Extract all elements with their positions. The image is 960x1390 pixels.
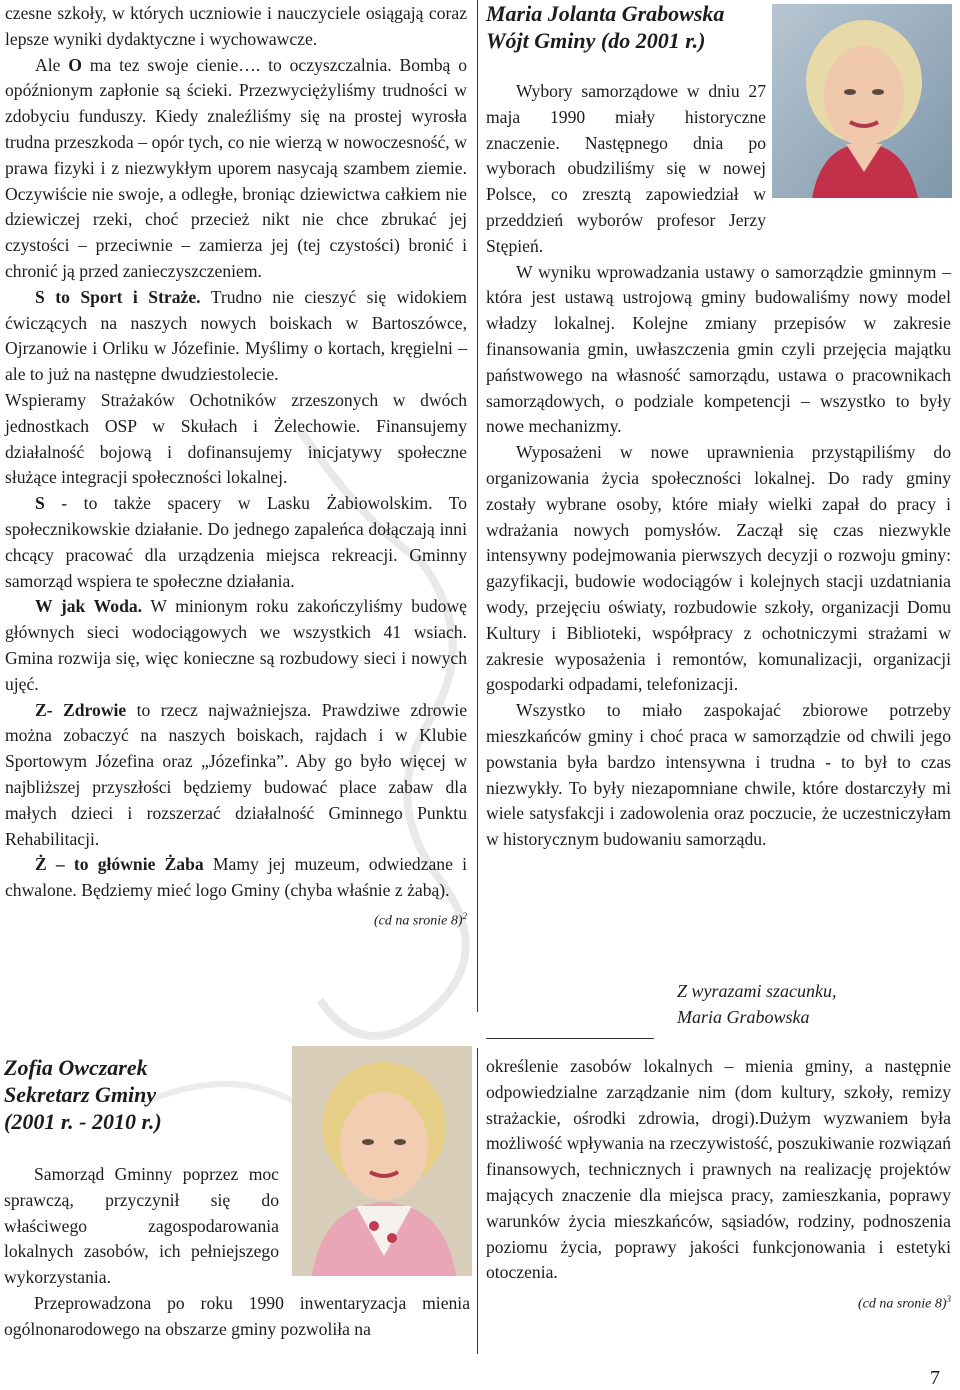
- author-years: (2001 r. - 2010 r.): [4, 1109, 162, 1134]
- continued-note-text: (cd na sronie 8): [857, 1296, 947, 1312]
- text: W minionym roku zakończyliśmy budowę głównych sieci wodociągowych we wszystkich 41 wsiach. Gmina rozwija się, więc konieczne są rozbudowy sieci i nowych ujęć.: [5, 596, 467, 694]
- text: to rzecz najważniejsza. Prawdziwe zdrowie można zobaczyć na naszych boiskach, rajdach i w Klubie Sportowym Józefina oraz „Józefinka”. Aby go było więcej w najbliższej przyszłości będziemy budować place zabaw dla małych dzieci i rozszerzać działalność Gminnego Punktu Rehabilitacji.: [5, 699, 468, 849]
- continued-note-2: [486, 1294, 951, 1313]
- right-column-top: [486, 79, 951, 853]
- text: czesne szkoły, w których uczniowie i nauczyciele osiągają coraz lepsze wyniki dydaktyczne i wychowawcze.: [5, 3, 467, 49]
- heading-z-health: Z- Zdrowie: [35, 699, 127, 720]
- heading-s-sport: S to Sport i Straże.: [35, 286, 201, 307]
- paragraph-powers: Wyposażeni w nowe uprawnienia przystąpiliśmy do organizowania życia społeczności lokalnej. Do rady gminy zostały wybrane osoby, które miały wielki zapał do pracy i wdrażania nowych pomysłów. Zaczął się czas niezwykle intensywny podejmowania pierwszych decyzji o rozwoju gminy: gazyfikacji, budowie wodociągów i kolejnych stacji uzdatniania wody, przejęciu oświaty, rozbudowie szkoły, organizacji Domu Kultury i Biblioteki, współpracy z ochotniczymi strażami w zakresie wyposażenia i remontów, komunalizacji, organizacji gospodarki odpadami, telefonizacji.: [486, 442, 951, 695]
- paragraph-owczarek-2: Przeprowadzona po roku 1990 inwentaryzacja mienia ogólnonarodowego na obszarze gminy pozwoliła na: [4, 1292, 470, 1339]
- paragraph-z-frog: [5, 852, 467, 929]
- paragraph-elections: Wybory samorządowe w dniu 27 maja 1990 miały historyczne znaczenie. Następnego dnia po wyborach obudziliśmy się w nowej Polsce, co zresztą zapowiedział w przeddzień wyborów profesor Jerzy Stępień.: [486, 81, 766, 256]
- continued-note: [344, 904, 467, 934]
- continued-note-text: (cd na sronie 8): [373, 913, 463, 929]
- text: Mamy jej muzeum, odwiedzane i chwalone. Będziemy mieć logo Gminy (chyba właśnie z żabą).: [5, 854, 467, 901]
- text: Ale: [35, 54, 69, 75]
- paragraph-firefighters: [5, 388, 467, 491]
- left-column-top: [5, 1, 467, 934]
- author-name: Maria Jolanta Grabowska: [486, 1, 725, 26]
- text: ma tez swoje cienie…. to oczyszczalnia. Bombą o opóźnionym zapłonie są ścieki. Przezwyciężyliśmy trudności w zdobyciu funduszy. Kiedy znaleźliśmy się na prostej wyrosła trudna przeszkoda – opór tych, co nie wierzą w nowoczesność, w prawa fizyki i z niezwykłym uporem nasycają szambem ziemie. Oczywiście nie swoje, a odległe, broniąc dziewictwa całkiem nie dziewiczej rzeki, choć przecież nikt nie chce zbrukać jej czystości – przeciwnie – zamierza jej (tej czystości) bronić i chronić ją przed zanieczyszczeniem.: [5, 54, 467, 281]
- byline-owczarek: [4, 1054, 264, 1135]
- paragraph-s-walks: [5, 491, 467, 594]
- continued-note-sup: 2: [462, 910, 467, 921]
- text: Trudno nie cieszyć się widokiem ćwiczących na naszych nowych boiskach w Bartoszówce, Ojrzanowie i Orliku w Józefinie. Myślimy o kortach, kręgielni – ale to już na następne dwudziestolecie.: [5, 286, 467, 385]
- bottom-right-column: [486, 1054, 951, 1313]
- paragraph-law: W wyniku wprowadzania ustawy o samorządzie gminnym – która jest ustawą ustrojową gminy budowaliśmy nowy model władzy lokalnej. Kolejne zmiany przepisów w zakresie finansowania gmin, uwłaszczenia gmin czyli przejęcia majątku państwowego na własność samorządu, ustawa o pracownikach samorządowych, o podziale kompetencji – wszystko to były nowe mechanizmy.: [486, 261, 951, 437]
- paragraph-owczarek-3: określenie zasobów lokalnych – mienia gminy, a następnie odpowiedzialne zarządzanie nim (dom kultury, szkoły, remizy strażackie, ośrodki zdrowia, drogi).Dużym wyzwaniem była możliwość wpływania na rzeczywistość, poszukiwanie rozwiązań finansowych, technicznych i prawnych na realizację projektów mających znaczenie dla miejsca pracy, zamieszkania, poprawy warunków życia mieszkańców, sąsiadów, rodziny, podnoszenia poziomu życia, poprawy jakości funkcjonowania i estetyki otoczenia.: [486, 1056, 951, 1283]
- section-divider: [486, 1038, 654, 1039]
- signature-grabowska: [677, 978, 837, 1030]
- paragraph-s-sport: [5, 285, 467, 388]
- text: - to także spacery w Lasku Żabiowolskim. To społecznikowskie działanie. Do jednego zapaleńca dołączają inni chcący pracować dla urządzenia miejsca rekreacji. Gminny samorząd wspiera te społeczne działania.: [5, 493, 467, 591]
- signature-greeting: Z wyrazami szacunku,: [677, 981, 837, 1001]
- letter-s: S: [35, 493, 45, 514]
- paragraph-schools: [5, 1, 467, 53]
- paragraph-needs: Wszystko to miało zaspokajać zbiorowe potrzeby mieszkańców gminy i choć praca w samorządzie od chwili jego powstania była bardzo intensywna i trudna - to był to czas niezwykły. To były niezapomniane chwile, które dostarczyły mi wiele satysfakcji i zadowolenia oraz poczucie, że uczestniczyłam w historycznym budowaniu samorządu.: [486, 700, 951, 850]
- text: Wspieramy Strażaków Ochotników zrzeszonych w dwóch jednostkach OSP w Skułach i Żelechowie. Finansujemy działalność bojową i dofinansujemy inicjatywy społeczne służące integracji społeczności lokalnej.: [5, 389, 467, 488]
- paragraph-o-sewage: [5, 53, 467, 285]
- column-divider-bottom: [477, 1048, 478, 1354]
- continued-note-sup: 3: [946, 1294, 951, 1305]
- heading-w-water: W jak Woda.: [35, 596, 143, 617]
- bottom-left-column: [4, 1162, 470, 1343]
- paragraph-z-health: [5, 698, 467, 853]
- byline-grabowska: [486, 0, 786, 54]
- page-number: 7: [930, 1367, 940, 1389]
- signature-name: Maria Grabowska: [677, 1007, 810, 1027]
- heading-z-frog: Ż – to głównie Żaba: [35, 854, 204, 875]
- column-divider-top: [477, 0, 478, 1012]
- author-role: Wójt Gminy (do 2001 r.): [486, 28, 706, 53]
- author-name: Zofia Owczarek: [4, 1055, 148, 1080]
- letter-o: O: [68, 54, 82, 75]
- paragraph-owczarek-1: Samorząd Gminny poprzez moc sprawczą, przyczynił się do właściwego zagospodarowania lokalnych zasobów, ich pełniejszego wykorzystania.: [4, 1164, 279, 1288]
- author-role: Sekretarz Gminy: [4, 1082, 157, 1107]
- paragraph-w-water: [5, 594, 467, 697]
